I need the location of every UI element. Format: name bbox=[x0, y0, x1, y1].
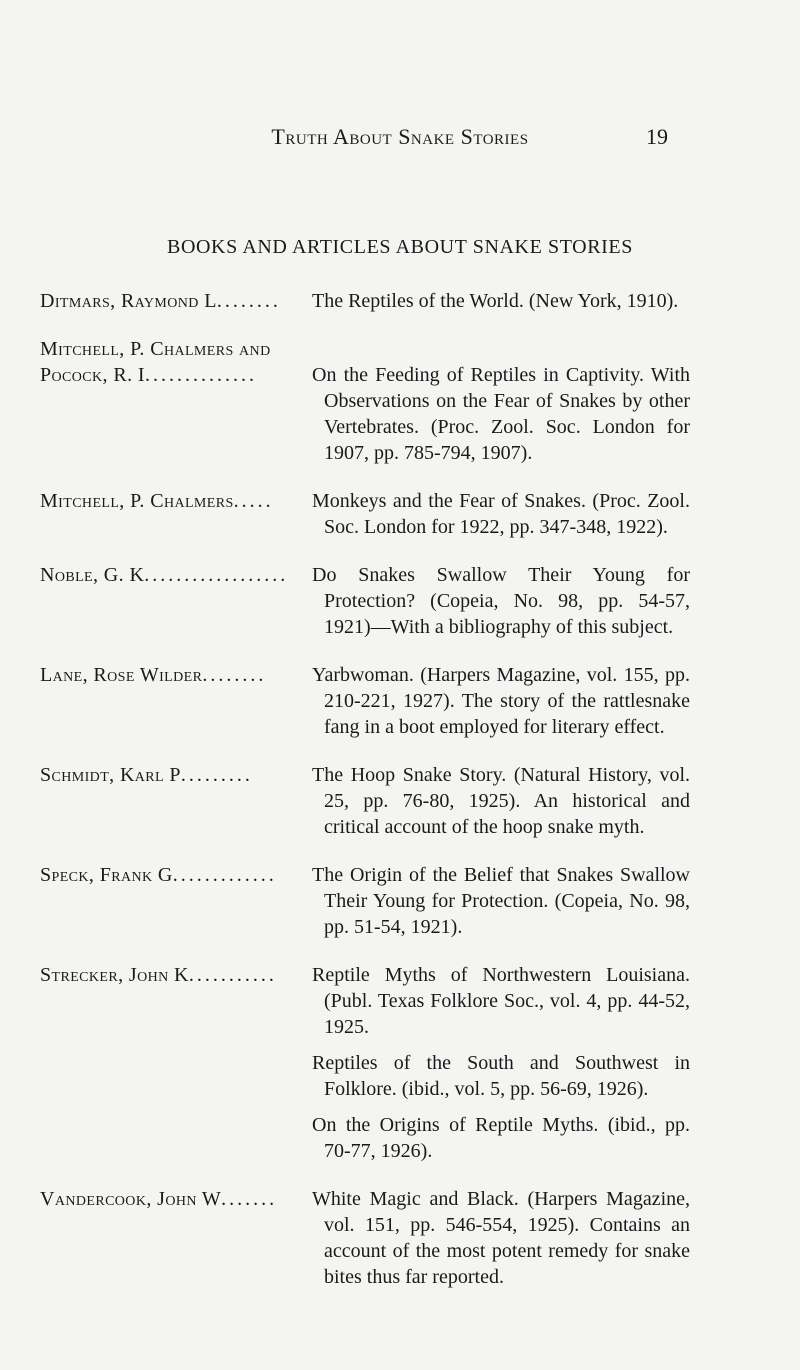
author-name-text: Noble, G. K bbox=[40, 564, 145, 586]
work-citation: Yarbwoman. (Harpers Magazine, vol. 155, pp. 210-221, 1927). The story of the rattlesnake fang in a boot employed for literary effect. bbox=[312, 664, 690, 738]
running-title: Truth About Snake Stories bbox=[271, 124, 529, 149]
entry-works bbox=[312, 288, 690, 314]
dot-leader: ....... bbox=[221, 1188, 278, 1210]
dot-leader: ........ bbox=[216, 290, 281, 312]
author-name-line bbox=[40, 1186, 312, 1212]
bibliography-entry bbox=[40, 862, 690, 940]
dot-leader: ............. bbox=[172, 864, 277, 886]
author-name-text: Mitchell, P. Chalmers and bbox=[40, 338, 271, 360]
author-name-text: Lane, Rose Wilder bbox=[40, 664, 203, 686]
entry-author bbox=[40, 336, 312, 388]
work-citation: Monkeys and the Fear of Snakes. (Proc. Zool. Soc. London for 1922, pp. 347-348, 1922). bbox=[312, 490, 690, 538]
work-citation: Reptile Myths of Northwestern Louisiana. (Publ. Texas Folklore Soc., vol. 4, pp. 44-52, 1925. bbox=[312, 964, 690, 1038]
bibliography-entry bbox=[40, 1186, 690, 1290]
author-name-text: Pocock, R. I bbox=[40, 364, 145, 386]
bibliography-entry bbox=[40, 962, 690, 1164]
work-citation: White Magic and Black. (Harpers Magazine, vol. 151, pp. 546-554, 1925). Contains an account of the most potent remedy for snake bites thus far reported. bbox=[312, 1188, 690, 1288]
entry-works bbox=[312, 562, 690, 640]
author-name-line bbox=[40, 762, 312, 788]
work-citation: The Origin of the Belief that Snakes Swallow Their Young for Protection. (Copeia, No. 98, pp. 51-54, 1921). bbox=[312, 864, 690, 938]
entry-author bbox=[40, 762, 312, 788]
work-citation: On the Origins of Reptile Myths. (ibid., pp. 70-77, 1926). bbox=[312, 1114, 690, 1162]
entry-author bbox=[40, 562, 312, 588]
author-name-line bbox=[40, 488, 312, 514]
dot-leader: ........... bbox=[188, 964, 277, 986]
dot-leader: .................. bbox=[144, 564, 289, 586]
entry-author bbox=[40, 488, 312, 514]
line-spacer bbox=[312, 336, 690, 362]
work-citation: The Hoop Snake Story. (Natural History, vol. 25, pp. 76-80, 1925). An historical and critical account of the hoop snake myth. bbox=[312, 764, 690, 838]
author-name-text: Schmidt, Karl P bbox=[40, 764, 181, 786]
author-name-line bbox=[40, 362, 312, 388]
entry-author bbox=[40, 288, 312, 314]
dot-leader: ......... bbox=[180, 764, 253, 786]
author-name-line bbox=[40, 662, 312, 688]
entry-works bbox=[312, 662, 690, 740]
author-name-text: Speck, Frank G bbox=[40, 864, 173, 886]
bibliography-entry bbox=[40, 562, 690, 640]
entry-author bbox=[40, 1186, 312, 1212]
bibliography-entry bbox=[40, 288, 690, 314]
bibliography-entry bbox=[40, 662, 690, 740]
work-citation: On the Feeding of Reptiles in Captivity. With Observations on the Fear of Snakes by other Vertebrates. (Proc. Zool. Soc. London for 1907, pp. 785-794, 1907). bbox=[312, 364, 690, 464]
dot-leader: ..... bbox=[233, 490, 274, 512]
author-name-text: Ditmars, Raymond L bbox=[40, 290, 217, 312]
running-head bbox=[0, 124, 800, 154]
author-name-line bbox=[40, 862, 312, 888]
author-name-text: Vandercook, John W bbox=[40, 1188, 222, 1210]
entry-author bbox=[40, 962, 312, 988]
entry-works bbox=[312, 336, 690, 466]
work-citation: The Reptiles of the World. (New York, 1910). bbox=[312, 290, 679, 312]
bibliography-entry bbox=[40, 488, 690, 540]
author-name-text: Mitchell, P. Chalmers bbox=[40, 490, 234, 512]
dot-leader: .............. bbox=[144, 364, 257, 386]
bibliography-list bbox=[40, 288, 690, 1312]
bibliography-entry bbox=[40, 762, 690, 840]
entry-works bbox=[312, 488, 690, 540]
author-name-line bbox=[40, 962, 312, 988]
dot-leader: ........ bbox=[202, 664, 267, 686]
page-number: 19 bbox=[646, 124, 668, 149]
entry-author bbox=[40, 862, 312, 888]
author-name-line bbox=[40, 336, 312, 362]
author-name-line bbox=[40, 288, 312, 314]
section-title: BOOKS AND ARTICLES ABOUT SNAKE STORIES bbox=[167, 236, 633, 258]
work-citation: Reptiles of the South and Southwest in Folklore. (ibid., vol. 5, pp. 56-69, 1926). bbox=[312, 1052, 690, 1100]
entry-works bbox=[312, 862, 690, 940]
entry-author bbox=[40, 662, 312, 688]
work-citation: Do Snakes Swallow Their Young for Protection? (Copeia, No. 98, pp. 54-57, 1921)—With a bibliography of this subject. bbox=[312, 564, 690, 638]
author-name-line bbox=[40, 562, 312, 588]
author-name-text: Strecker, John K bbox=[40, 964, 189, 986]
entry-works bbox=[312, 762, 690, 840]
entry-works bbox=[312, 1186, 690, 1290]
entry-works bbox=[312, 962, 690, 1164]
bibliography-entry bbox=[40, 336, 690, 466]
